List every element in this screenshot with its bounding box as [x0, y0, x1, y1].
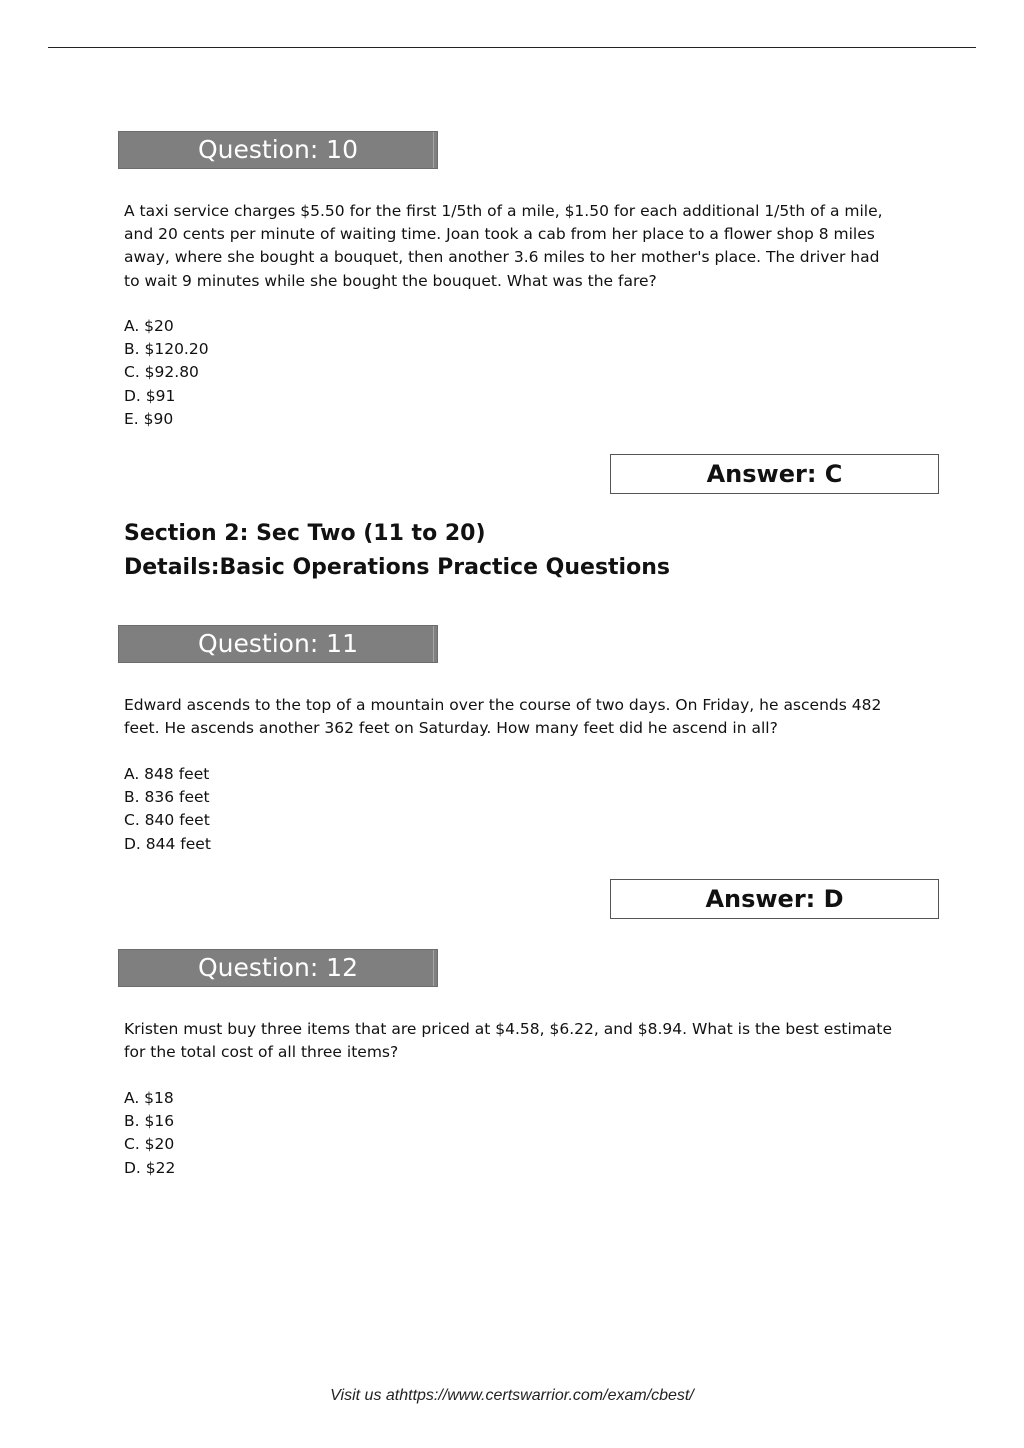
- option-a: A. $18: [124, 1089, 174, 1107]
- option-d: D. 844 feet: [124, 834, 211, 853]
- question-10-answer: Answer: C: [610, 454, 939, 494]
- option-b: B. 836 feet: [124, 788, 210, 807]
- question-10-body: A taxi service charges $5.50 for the first 1/5th of a mile, $1.50 for each additional 1/5th of a mile, and 20 cents per minute of waiting time. Joan took a cab from her place to a flower shop 8 miles away, where she bought a bouquet, then another 3.6 miles to her mother's place. The driver had to wait 9 minutes while she bought the bouquet. What was the fare?: [124, 202, 883, 290]
- question-11-body: Edward ascends to the top of a mountain over the course of two days. On Friday, he ascends 482 feet. He ascends another 362 feet on Saturday. How many feet did he ascend in all?: [124, 696, 882, 738]
- question-11-text: [124, 694, 894, 740]
- option-d: D. $22: [124, 1158, 176, 1177]
- option-c: C. 840 feet: [124, 811, 210, 830]
- question-10-text: [124, 200, 894, 293]
- section-details: Details:Basic Operations Practice Questions: [124, 555, 670, 580]
- option-c: C. $92.80: [124, 363, 199, 382]
- option-e: E. $90: [124, 409, 174, 428]
- option-b: B. $16: [124, 1112, 175, 1131]
- top-divider: [48, 47, 976, 48]
- option-b: B. $120.20: [124, 340, 209, 359]
- question-11-header: Question: 11: [118, 625, 438, 663]
- question-11-answer: Answer: D: [610, 879, 939, 919]
- question-12-text: [124, 1018, 894, 1064]
- option-a: A. 848 feet: [124, 765, 210, 783]
- question-10-header: Question: 10: [118, 131, 438, 169]
- question-12-options: [124, 1087, 175, 1180]
- option-c: C. $20: [124, 1135, 175, 1154]
- question-12-header: Question: 12: [118, 949, 438, 987]
- question-11-options: [124, 763, 211, 856]
- question-12-body: Kristen must buy three items that are priced at $4.58, $6.22, and $8.94. What is the best estimate for the total cost of all three items?: [124, 1020, 892, 1062]
- section-title: Section 2: Sec Two (11 to 20): [124, 521, 486, 546]
- question-10-options: [124, 315, 209, 431]
- footer-link-text: Visit us athttps://www.certswarrior.com/exam/cbest/: [330, 1387, 694, 1404]
- option-d: D. $91: [124, 386, 176, 405]
- option-a: A. $20: [124, 317, 174, 335]
